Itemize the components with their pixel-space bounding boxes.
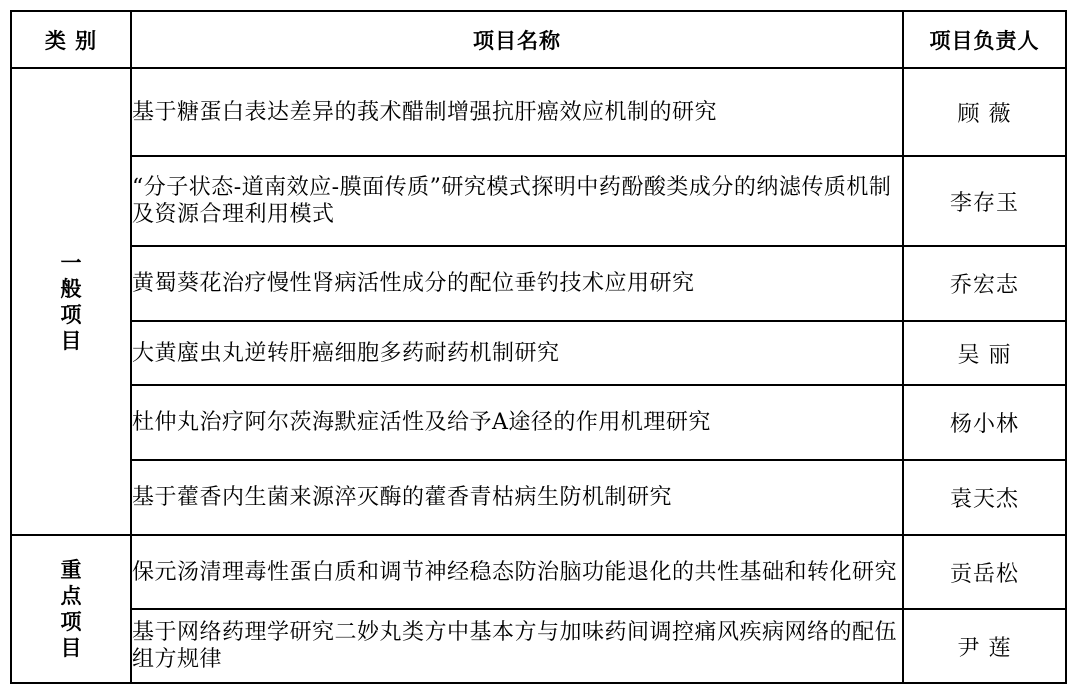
project-leader: 尹 莲 xyxy=(903,609,1066,683)
header-project-name: 项目名称 xyxy=(131,11,903,68)
project-leader: 乔宏志 xyxy=(903,246,1066,321)
project-name: 基于藿香内生菌来源淬灭酶的藿香青枯病生防机制研究 xyxy=(131,460,903,535)
project-name: 基于糖蛋白表达差异的莪术醋制增强抗肝癌效应机制的研究 xyxy=(131,68,903,156)
table-row xyxy=(11,460,1066,535)
category-general-label: 一般项目 xyxy=(60,249,82,353)
table-header-row xyxy=(11,11,1066,68)
project-name: 保元汤清理毒性蛋白质和调节神经稳态防治脑功能退化的共性基础和转化研究 xyxy=(131,535,903,609)
header-category: 类 别 xyxy=(11,11,131,68)
category-general xyxy=(11,68,131,535)
project-leader: 贡岳松 xyxy=(903,535,1066,609)
project-leader: 李存玉 xyxy=(903,156,1066,246)
table-row xyxy=(11,535,1066,609)
project-name: 杜仲丸治疗阿尔茨海默症活性及给予A途径的作用机理研究 xyxy=(131,385,903,460)
table-row xyxy=(11,609,1066,683)
table-row xyxy=(11,156,1066,246)
table-row xyxy=(11,321,1066,385)
header-project-leader: 项目负责人 xyxy=(903,11,1066,68)
project-name: “分子状态-道南效应-膜面传质”研究模式探明中药酚酸类成分的纳滤传质机制及资源合理利用模式 xyxy=(131,156,903,246)
project-name: 大黄䗪虫丸逆转肝癌细胞多药耐药机制研究 xyxy=(131,321,903,385)
project-leader: 袁天杰 xyxy=(903,460,1066,535)
project-table xyxy=(10,10,1067,684)
category-key xyxy=(11,535,131,683)
table-row xyxy=(11,246,1066,321)
table-row xyxy=(11,68,1066,156)
project-name: 黄蜀葵花治疗慢性肾病活性成分的配位垂钓技术应用研究 xyxy=(131,246,903,321)
project-leader: 顾 薇 xyxy=(903,68,1066,156)
project-name: 基于网络药理学研究二妙丸类方中基本方与加味药间调控痛风疾病网络的配伍组方规律 xyxy=(131,609,903,683)
project-leader: 吴 丽 xyxy=(903,321,1066,385)
table-row xyxy=(11,385,1066,460)
project-leader: 杨小林 xyxy=(903,385,1066,460)
category-key-label: 重点项目 xyxy=(60,557,82,660)
